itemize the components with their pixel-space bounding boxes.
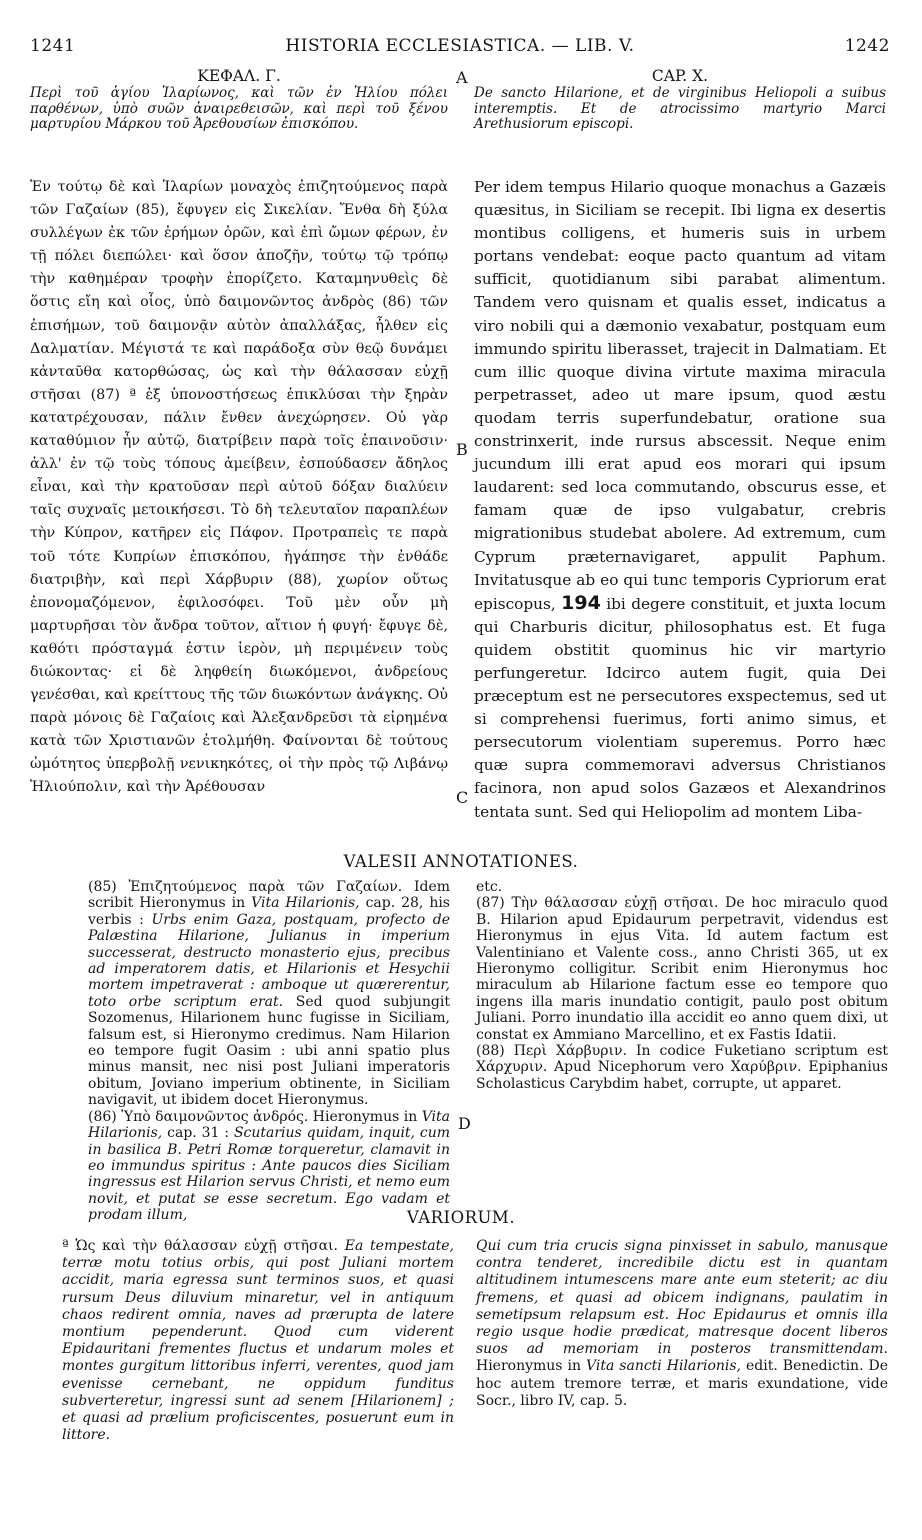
note-87-lemma: (87) Τὴν θάλασσαν εὐχῇ στῆσαι. <box>476 895 719 912</box>
running-header <box>30 36 890 60</box>
variorum-quote-part-1: Ea tempestate, terræ motu totius orbis, qui post Juliani mortem accidit, maria egressa sunt terminos suos, et quasi rursum Deus diluvium minaretur, vel in antiquum chaos redirent omnia, naves ad prærupta de latere montium pependerunt. Quod cum viderent Epidauritani frementes fluctus et undarum moles et montes gurgitum littoribus inferri, verentes, quod jam evenisse cernebant, ne oppidum funditus subverteretur, ingressi sunt ad senem [Hilarionem] ; et quasi ad prælium proficiscentes, posuerunt eum in littore. <box>62 1238 455 1444</box>
variorum-heading: VARIORUM. <box>406 1208 516 1227</box>
note-86-etc: etc. <box>476 879 503 895</box>
note-86-lemma: (86) Ὑπὸ δαιμονῶντος ἀνδρός. <box>88 1108 309 1125</box>
note-85-comment: Sed quod subjungit Sozomenus, Hilarionem hunc fugisse in Siciliam, falsum est, si Hieronymo credimus. Nam Hilarion eo tempore fugit Oasim : ubi anni spatio plus minus mansit, nec nisi post Juliani imperatoris obitum, Joviano imperium obtinente, in Siciliam navigavit, ut ibidem docet Hieronymus. <box>88 993 450 1109</box>
margin-letter-b: B <box>456 440 468 459</box>
latin-chapter-title: De sancto Hilarione, et de virginibus Heliopoli a suibus interemptis. Et de atrocissimo martyrio Marci Arethusiorum episcopi. <box>474 85 886 132</box>
margin-letter-a: A <box>456 68 468 87</box>
note-85-lemma: (85) Ἐπιζητούμενος παρὰ τῶν Γαζαίων. <box>88 879 403 895</box>
variorum-source: Hieronymus in <box>476 1358 581 1375</box>
latin-text-part-1: Per idem tempus Hilario quoque monachus a Gazæis quæsitus, in Siciliam se recepit. Ibi ligna ex desertis montibus colligens, et humeris suis in urbem portans vendebat: eoque pacto quantum ad vitam sufficit, quotidianum sibi parabat alimentum. Tandem vero quisnam et qualis esset, indicatus a viro nobili qui a dæmonio vexabatur, postquam eum immundo spiritu liberasset, trajecit in Dalmatiam. Et cum illic quoque divina virtute maxima miracula perpetrasset, adeo ut mare ipsum, quod æstu quodam terris superfundebatur, oratione sua constrinxerit, inde rursus abscessit. Neque enim jucundum illi erat apud eos morari qui ipsum laudarent: sed loca commutando, obscurus esse, et famam quæ de ipso vulgabatur, crebris migrationibus studebat abolere. Ad extremum, cum Cyprum præternavigaret, appulit Paphum. Invitatusque ab eo qui tunc temporis Cypriorum erat episcopus, <box>474 178 886 613</box>
valesii-notes-left <box>88 879 450 1224</box>
running-title: HISTORIA ECCLESIASTICA. — LIB. V. <box>285 36 635 56</box>
latin-chapter-heading: CAP. X. <box>651 67 709 85</box>
variorum-right <box>476 1238 888 1410</box>
note-86-work: Vita Hilarionis, <box>88 1108 451 1142</box>
latin-column <box>474 66 886 824</box>
greek-chapter-heading: ΚΕΦΑΛ. Γ. <box>197 67 281 85</box>
note-87-text: De hoc miraculo quod B. Hilarion apud Epidaurum perpetravit, videndus est Hieronymus in ejus Vita. Id autem factum est Valentiniano et Valente coss., anno Christi 365, ut ex Hieronymo colligitur. Scribit enim Hieronymus hoc miraculum ab Hilarione factum esse eo tempore quo ingens illa maris inundatio contigit, paulo post obitum Juliani. Porro inundatio illa accidit eo anno quem dixi, ut constat ex Ammiano Marcellino, et ex Fastis Idatii. <box>476 895 888 1043</box>
note-86 <box>88 1109 450 1224</box>
page-marker-number: 194 <box>561 591 601 614</box>
variorum-quote-part-2: Qui cum tria crucis signa pinxisset in sabulo, manusque contra tenderet, incredibile dictu est in quantam altitudinem intumescens mare ante eum steterit; ac diu fremens, et quasi ad obicem indignans, paulatim in semetipsum relapsum est. Hoc Epidaurus et omnis illa regio usque hodie prædicat, matresque docent liberos suos ad memoriam in posteros transmittendam. <box>476 1238 888 1358</box>
latin-text <box>474 176 886 824</box>
variorum-work: Vita sancti Hilarionis, <box>585 1358 742 1375</box>
note-88-text: In codice Fuketiano scriptum est Χάρχυριν. Apud Nicephorum vero Χαρύβριν. Epiphanius Scholasticus Carybdim habet, corrupte, ut apparet. <box>476 1043 889 1092</box>
note-87 <box>476 895 888 1043</box>
note-85-text: Idem scribit Hieronymus in <box>88 879 451 912</box>
greek-chapter-title: Περὶ τοῦ ἁγίου Ἱλαρίωνος, καὶ τῶν ἐν Ἡλίου πόλει παρθένων, ὑπὸ συῶν ἀναιρεθεισῶν, καὶ περὶ τοῦ ξένου μαρτυρίου Μάρκου τοῦ Ἀρεθουσίων ἐπισκόπου. <box>30 85 448 132</box>
page-number-left: 1241 <box>30 36 76 56</box>
margin-letter-c: C <box>456 788 469 807</box>
greek-column <box>30 66 448 800</box>
latin-text-part-2: ibi degere constituit, et juxta locum qui Charburis dicitur, philosophatus est. Et fuga quidem obstitit quominus hic vir martyrio perfungeretur. Idcirco autem fugit, quia Dei præceptum est ne persecutores exspectemus, sed ut si comprehensi fuerimus, forti animo simus, et persecutorum violentiam superemus. Porro hæc quæ supra commemoravi adversus Christianos facinora, non apud solos Gazæos et Alexandrinos tentata sunt. Sed qui Heliopolim ad montem Liba- <box>474 594 886 821</box>
valesii-heading: VALESII ANNOTATIONES. <box>343 852 579 871</box>
note-88 <box>476 1043 888 1092</box>
note-86-end <box>476 879 888 895</box>
page-number-right: 1242 <box>844 36 890 56</box>
variorum-left <box>62 1238 454 1444</box>
note-86-quote: Scutarius quidam, inquit, cum in basilica B. Petri Romæ torqueretur, clamavit in eo immundus spiritus : Ante paucos dies Siciliam ingressus est Hilarion servus Christi, et nemo eum novit, et putat se esse secretum. Ego vadam et prodam illum, <box>88 1125 451 1224</box>
valesii-notes-right <box>476 879 888 1092</box>
note-85-quote: Urbs enim Gaza, postquam, profecto de Palæstina Hilarione, Julianus in imperium successerat, destructo monasterio ejus, precibus ad imperatorem datis, et Hilarionis et Hesychii mortem impetraverat : amboque ut quærerentur, toto orbe scriptum erat. <box>88 911 450 1010</box>
variorum-comment: edit. Benedictin. De hoc autem tremore terræ, et maris exundatione, vide Socr., libro IV, cap. 5. <box>476 1358 889 1409</box>
note-88-lemma: (88) Περὶ Χάρβυριν. <box>476 1043 627 1060</box>
note-86-cite: cap. 31 : <box>167 1125 230 1142</box>
variorum-lemma: ª Ὡς καὶ τὴν θάλασσαν εὐχῇ στῆσαι. <box>62 1238 338 1254</box>
note-86-text: Hieronymus in <box>312 1108 418 1125</box>
note-85-cite: cap. 28, his verbis : <box>88 895 450 928</box>
note-85-work: Vita Hilarionis, <box>251 895 360 912</box>
greek-text: Ἐν τούτῳ δὲ καὶ Ἱλαρίων μοναχὸς ἐπιζητούμενος παρὰ τῶν Γαζαίων (85), ἔφυγεν εἰς Σικελίαν. Ἔνθα δὴ ξύλα συλλέγων ἐκ τῶν ἐρήμων ὀρῶν, καὶ ἐπὶ ὤμων φέρων, ἐν τῇ πόλει διεπώλει· καὶ ὅσον ἀποζῆν, τούτῳ τῷ τρόπῳ τὴν καθημέραν τροφὴν ἐπορίζετο. Καταμηνυθεὶς δὲ ὅστις εἴη καὶ οἷος, ὑπὸ δαιμονῶντος ἀνδρὸς (86) τῶν ἐπισήμων, τοῦ δαιμονᾷν αὐτὸν ἀπαλλάξας, ἧλθεν εἰς Δαλματίαν. Μέγιστά τε καὶ παράδοξα σὺν θεῷ δυνάμει κἀνταῦθα κατορθώσας, ὡς καὶ τὴν θάλασσαν εὐχῇ στῆσαι (87) ª ἐξ ὑπονοστήσεως ἐπικλύσαι τὴν ξηρὰν κατατρέχουσαν, πάλιν ἔνθεν ἀνεχώρησεν. Οὐ γὰρ καταθύμιον ἦν αὐτῷ, διατρίβειν παρὰ τοῖς ἐπαινοῦσιν· ἀλλ' ἐν τῷ τοὺς τόπους ἀμείβειν, ἐσπούδασεν ἄδηλος εἶναι, καὶ τὴν κρατοῦσαν περὶ αὐτοῦ δόξαν διαλύειν ταῖς συχναῖς μετοικήσεσι. Τὸ δὴ τελευταῖον παραπλέων τὴν Κύπρον, κατῆρεν εἰς Πάφον. Προτραπεὶς τε παρὰ τοῦ τότε Κυπρίων ἐπισκόπου, ἠγάπησε τὴν ἐνθάδε διατριβὴν, καὶ περὶ Χάρβυριν (88), χωρίον οὕτως ἐπονομαζόμενον, ἐφιλοσόφει. Τοῦ μὲν οὖν μὴ μαρτυρῆσαι τὸν ἄνδρα τοῦτον, αἴτιον ἡ φυγή· ἔφυγε δὲ, καθότι πρόσταγμά ἐστιν ἱερὸν, μὴ περιμένειν τοὺς διώκοντας· εἰ δὲ ληφθείη διωκόμενοι, ἀνδρείους γενέσθαι, καὶ κρείττους τῆς τῶν διωκόντων ἀνάγκης. Οὐ παρὰ μόνοις δὲ Γαζαίοις καὶ Ἀλεξανδρεῦσι τὰ εἰρημένα κατὰ τῶν Χριστιανῶν ἐτολμήθη. Φαίνονται δὲ τούτους ὠμότητος ὑπερβολῇ νενικηκότες, οἱ τὴν πρὸς τῷ Λιβάνῳ Ἡλιούπολιν, καὶ τὴν Ἀρέθουσαν <box>30 179 448 796</box>
note-85 <box>88 879 450 1109</box>
margin-letter-d: D <box>458 1114 471 1133</box>
